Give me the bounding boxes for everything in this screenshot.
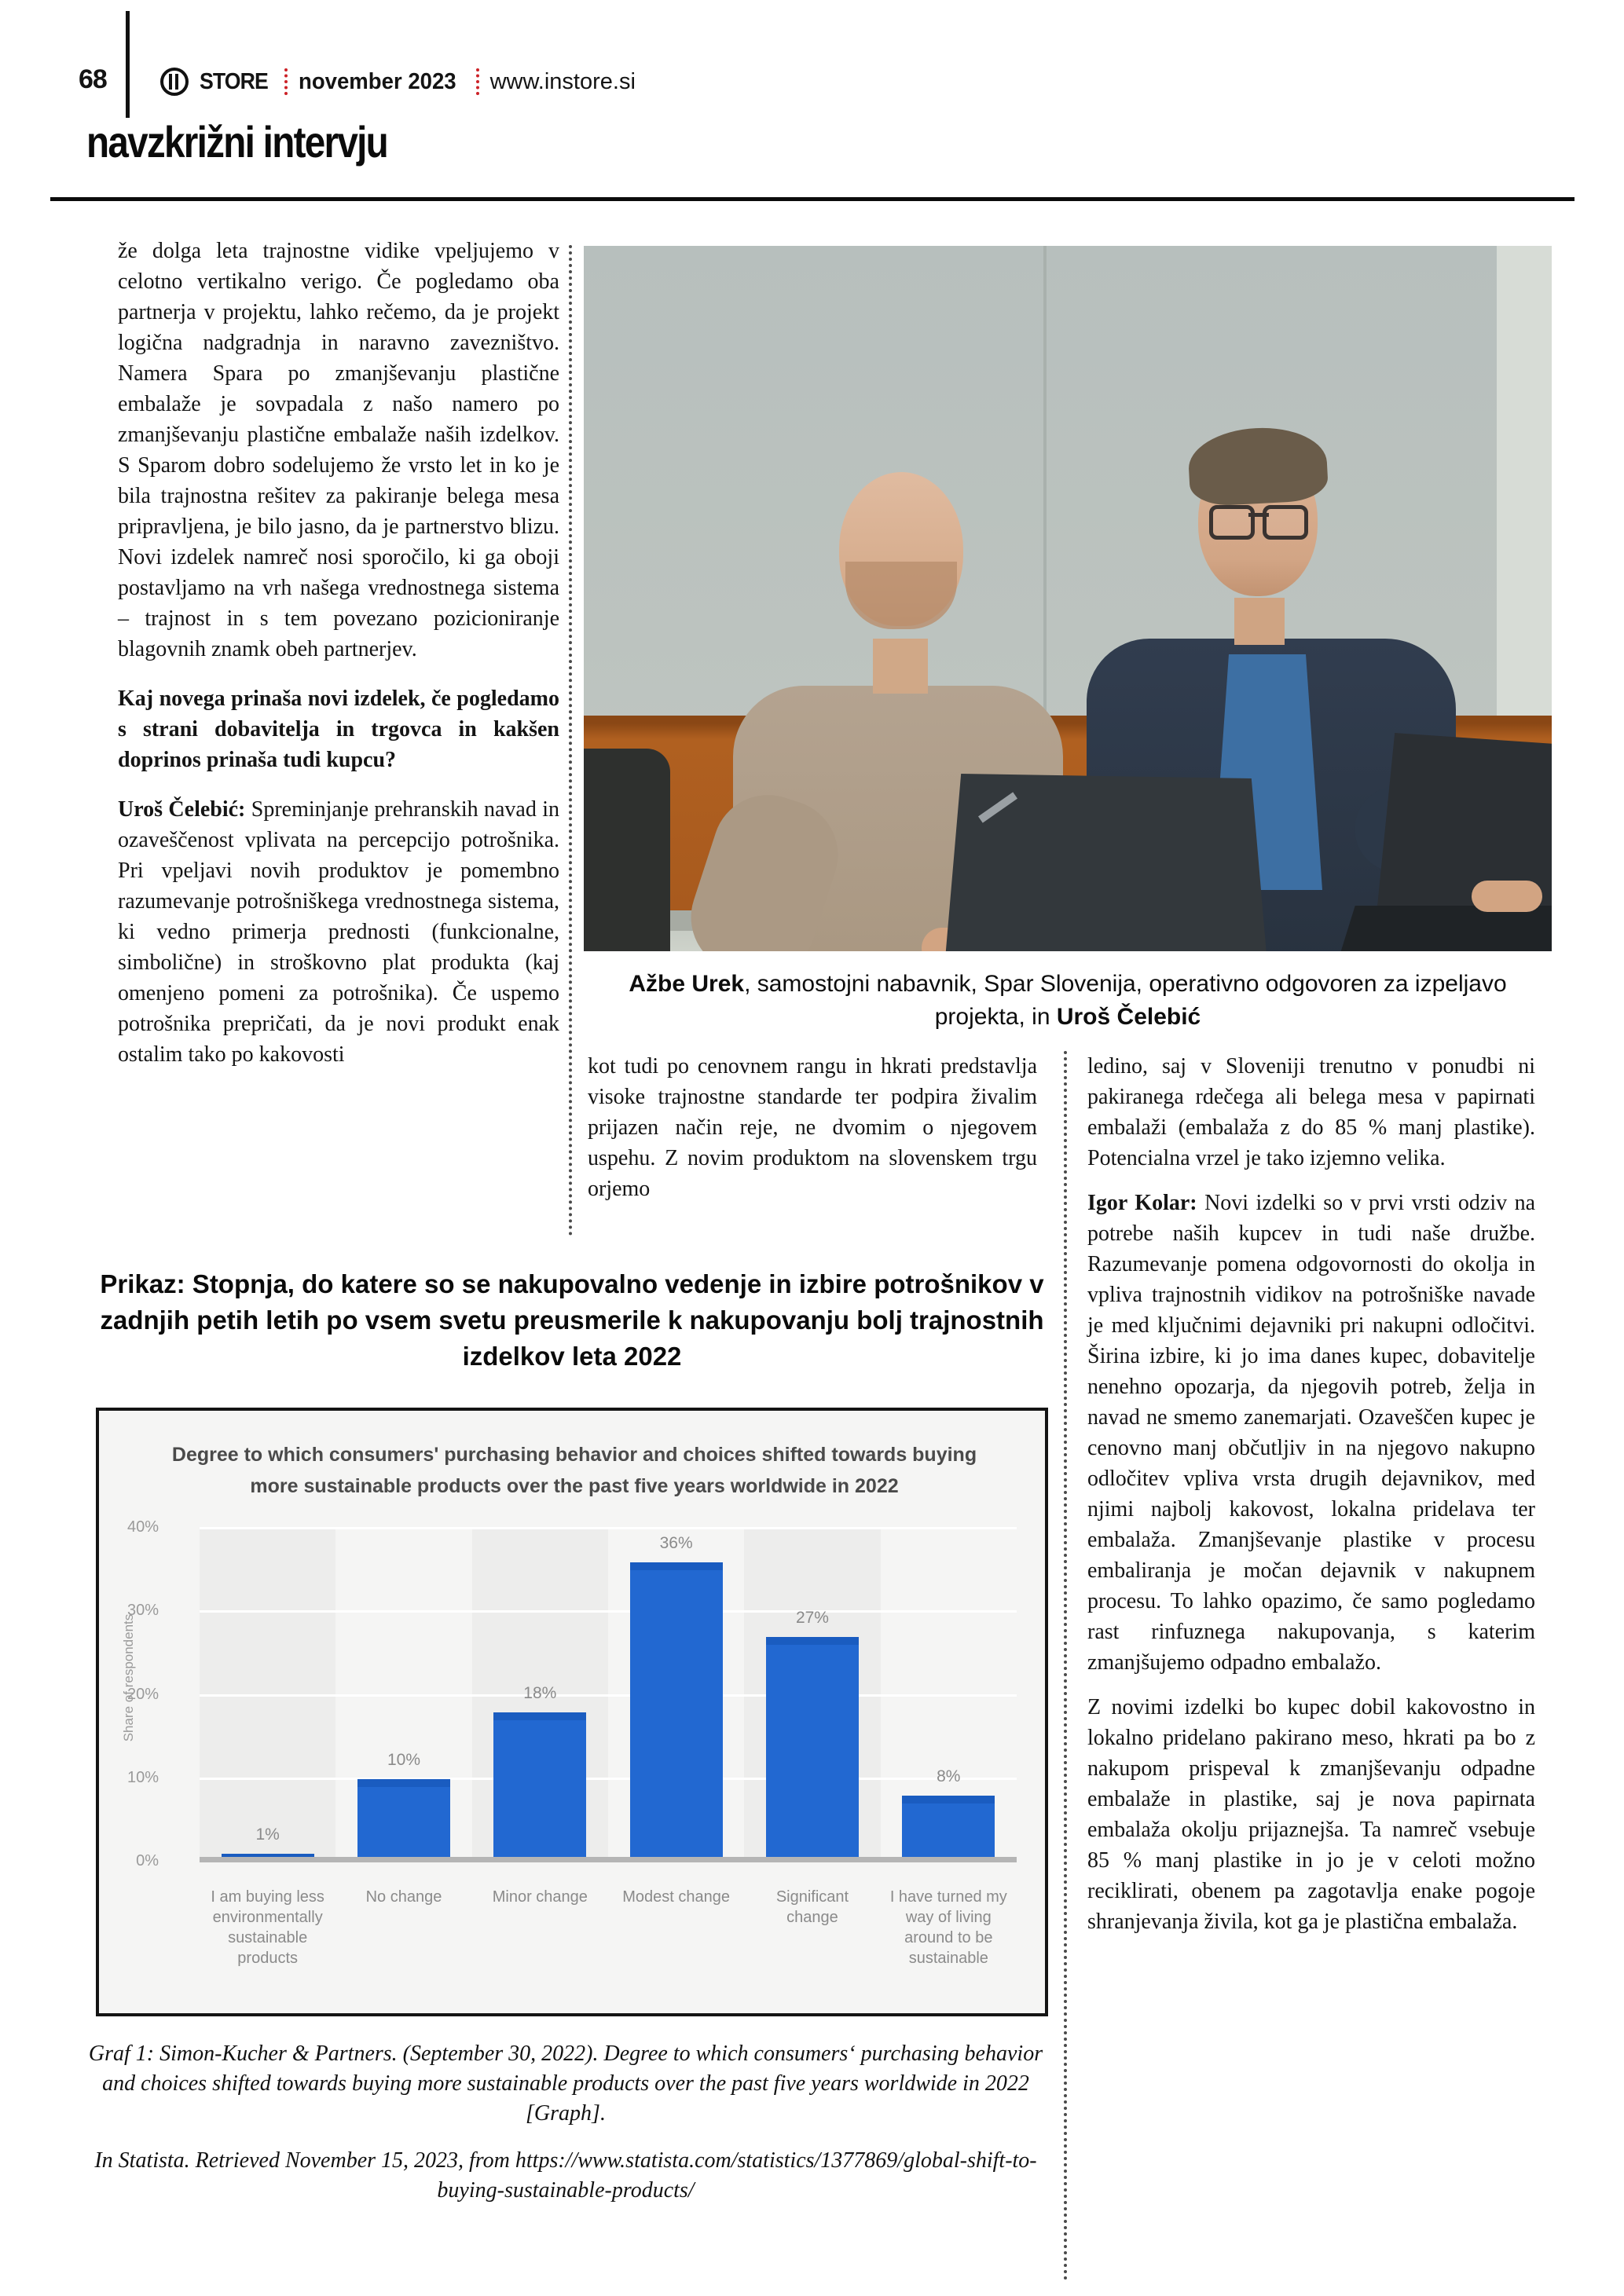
header-divider [126, 11, 130, 118]
bar-value-label: 18% [523, 1683, 557, 1702]
bar-cell [335, 1529, 471, 1862]
bar [630, 1562, 723, 1863]
bar-value-label: 10% [387, 1750, 420, 1769]
bar-cell [472, 1529, 608, 1862]
y-tick-label: 20% [126, 1685, 159, 1703]
bar [493, 1712, 586, 1862]
category-label: Modest change [622, 1888, 731, 1906]
man-right-hair [1187, 424, 1329, 507]
man-left-beard [845, 562, 957, 629]
paragraph: že dolga leta trajnostne vidike vpeljujemo v celotno vertikalno verigo. Če pogledamo oba partnerja v projektu, lahko rečemo, da je projekt logična nadgradnja in naravno zavezništvo. Namera Spara po zmanjševanju plastične embalaže je sovpadala z našo namero po zmanjševanju plastične embalaže naših izdelkov. S Sparom dobro sodelujemo že vrsto let in ko je bila trajnostna rešitev za pakiranje belega mesa pripravljena, je bilo jasno, da je partnerstvo blizu. Novi izdelek namreč nosi sporočilo, ki ga oboji postavljamo na vrh našega vrednostnega sistema – trajnost in s tem povezano pozicioniranje blagovnih znamk obeh partnerjev. [118, 239, 559, 661]
brand-name: STORE [200, 68, 268, 94]
chart-title: Degree to which consumers' purchasing behavior and choices shifted towards buying more sustainable products over the past five years worldwide in 2022 [171, 1444, 977, 1497]
bar-value-label: 8% [937, 1767, 961, 1785]
category-label: I have turned my way of living around to be sustainable [889, 1888, 1007, 1967]
caption-text: , samostojni nabavnik, Spar Slovenija, operativno odgovoren za izpeljavo projekta, in [744, 971, 1507, 1030]
section-title: navzkrižni intervju [86, 117, 387, 167]
man-left-neck [873, 639, 928, 694]
caption-name-1: Ažbe Urek [629, 971, 745, 997]
man-right-neck [1234, 598, 1285, 645]
bar [766, 1637, 859, 1862]
paragraph [118, 794, 559, 1070]
bar-cell [608, 1529, 744, 1862]
article-column-2 [588, 1051, 1037, 1224]
bar-cell [200, 1529, 335, 1862]
masthead [160, 68, 636, 96]
speaker-name: Igor Kolar: [1087, 1191, 1197, 1215]
paragraph: kot tudi po cenovnem rangu in hkrati predstavlja visoke trajnostne standarde ter podpira živalim prijazen način reje, ne dvomim o njegovem uspehu. Z novim produktom na slovenskem trgu orjemo [588, 1054, 1037, 1201]
masthead-separator-icon [476, 68, 479, 95]
issue-date: november 2023 [299, 68, 457, 94]
interview-photo [584, 246, 1552, 951]
y-tick-label: 10% [126, 1768, 159, 1786]
speaker-name: Uroš Čelebić: [118, 797, 246, 822]
bar-value-label: 27% [795, 1609, 829, 1628]
man-right-hand [1472, 881, 1542, 912]
category-label: Significant change [775, 1888, 849, 1926]
masthead-separator-icon [284, 68, 288, 95]
article-column-3 [1087, 1051, 1535, 2214]
column-separator [569, 245, 572, 1236]
y-tick-label: 40% [126, 1518, 159, 1536]
article-column-1 [118, 236, 559, 1249]
chart-category-labels [200, 1876, 1017, 1968]
photo-caption [584, 968, 1552, 1034]
instore-logo-icon [160, 68, 189, 96]
category-label: I am buying less environmentally sustainable products [211, 1888, 324, 1967]
bar-cell [744, 1529, 880, 1862]
y-tick-label: 0% [136, 1852, 159, 1869]
bar-value-label: 36% [659, 1533, 693, 1552]
gridline [200, 1857, 1017, 1862]
website-url: www.instore.si [489, 68, 636, 94]
bar-cell [881, 1529, 1017, 1862]
chart-y-axis-label: Share of respondents [121, 1613, 136, 1742]
interview-question: Kaj novega prinaša novi izdelek, če pogledamo s strani dobavitelja in trgovca in kakšen doprinos prinaša tudi kupcu? [118, 687, 559, 772]
graph-heading: Prikaz: Stopnja, do katere so se nakupovalno vedenje in izbire potrošnikov v zadnjih petih letih po vsem svetu preusmerile k nakupovanju bolj trajnostnih izdelkov leta 2022 [100, 1269, 1044, 1371]
paragraph: Z novimi izdelki bo kupec dobil kakovostno in lokalno pridelano pakirano meso, hkrati pa bo z nakupom prispeval k zmanjševanju odpadne embalaže in plastike, saj je nova papirnata embalaža okolju prijaznejša. Ta namreč vsebuje 85 % manj plastike in jo je v celoti možno reciklirati, obenem pa zagotavlja enake pogoje shranjevanja živila, kot ga je plastična embalaža. [1087, 1695, 1535, 1934]
y-tick-label: 30% [126, 1602, 159, 1620]
chair [584, 749, 670, 951]
category-label: No change [365, 1888, 442, 1906]
wall-seam [1043, 246, 1047, 749]
statista-chart [96, 1408, 1048, 2016]
page-number: 68 [79, 64, 107, 94]
paragraph: ledino, saj v Sloveniji trenutno v ponudbi ni pakiranega rdečega ali belega mesa v papirnati embalaži (embalaža z do 85 % manj plastike). Potencialna vrzel je tako izjemno velika. [1087, 1054, 1535, 1170]
column-separator [1064, 1051, 1067, 2281]
bar-value-label: 1% [255, 1825, 280, 1844]
citation-line-1: Graf 1: Simon-Kucher & Partners. (September 30, 2022). Degree to which consumers‘ purchasing behavior and choices shifted towards buying more sustainable products over the past five years worldwide in 2022 [Graph]. [88, 2041, 1043, 2126]
bar [357, 1779, 450, 1862]
title-rule [50, 197, 1575, 201]
chart-citation [71, 2039, 1061, 2223]
glasses-icon [1209, 505, 1308, 533]
laptop-right-keyboard [1338, 906, 1552, 951]
paragraph [1087, 1188, 1535, 1678]
laptop-left [941, 774, 1271, 951]
answer-text: Novi izdelki so v prvi vrsti odziv na potrebe naših kupcev in tudi naše družbe. Razumevanje pomena odgovornosti do okolja in vpliva trajnostnih vidikov na potrošniške navade je med ključnimi dejavniki pri nakupni odločitvi. Širina izbire, ki jo ima danes kupec, dobavitelje nenehno opozarja, da njegovih potreb, želja in navad ne smemo zanemarjati. Ozaveščen kupec je cenovno manj občutljiv in na njegovo nakupno odločitev vpliva vrsta drugih dejavnikov, med njimi najbolj kakovost, lokalna pridelava ter embalaža. Zmanjševanje plastike v procesu embaliranja je močan dejavnik v nakupnem procesu. To lahko opazimo, če samo pogledamo rast rinfuznega nakupovanja, s katerim zmanjšujemo odpadno embalažo. [1087, 1191, 1535, 1675]
bar [902, 1796, 995, 1862]
answer-text: Spreminjanje prehranskih navad in ozaveščenost vplivata na percepcijo potrošnika. Pri vpeljavi novih produktov je pomembno razumevanje potrošniškega vrednostnega sistema, ki vedno primerja prednosti (funkcionalne, simbolične) in stroškovno plat produkta (kaj omenjeno pomeni za potrošnika). Če uspemo potrošnika prepričati, da je novi produkt enak ostalim tako po kakovosti [118, 797, 559, 1067]
citation-line-2: In Statista. Retrieved November 15, 2023, from https://www.statista.com/statistics/1377869/global-shift-to-buying-sustainable-products/ [94, 2148, 1037, 2203]
category-label: Minor change [492, 1888, 588, 1906]
caption-name-2: Uroš Čelebić [1056, 1004, 1201, 1030]
